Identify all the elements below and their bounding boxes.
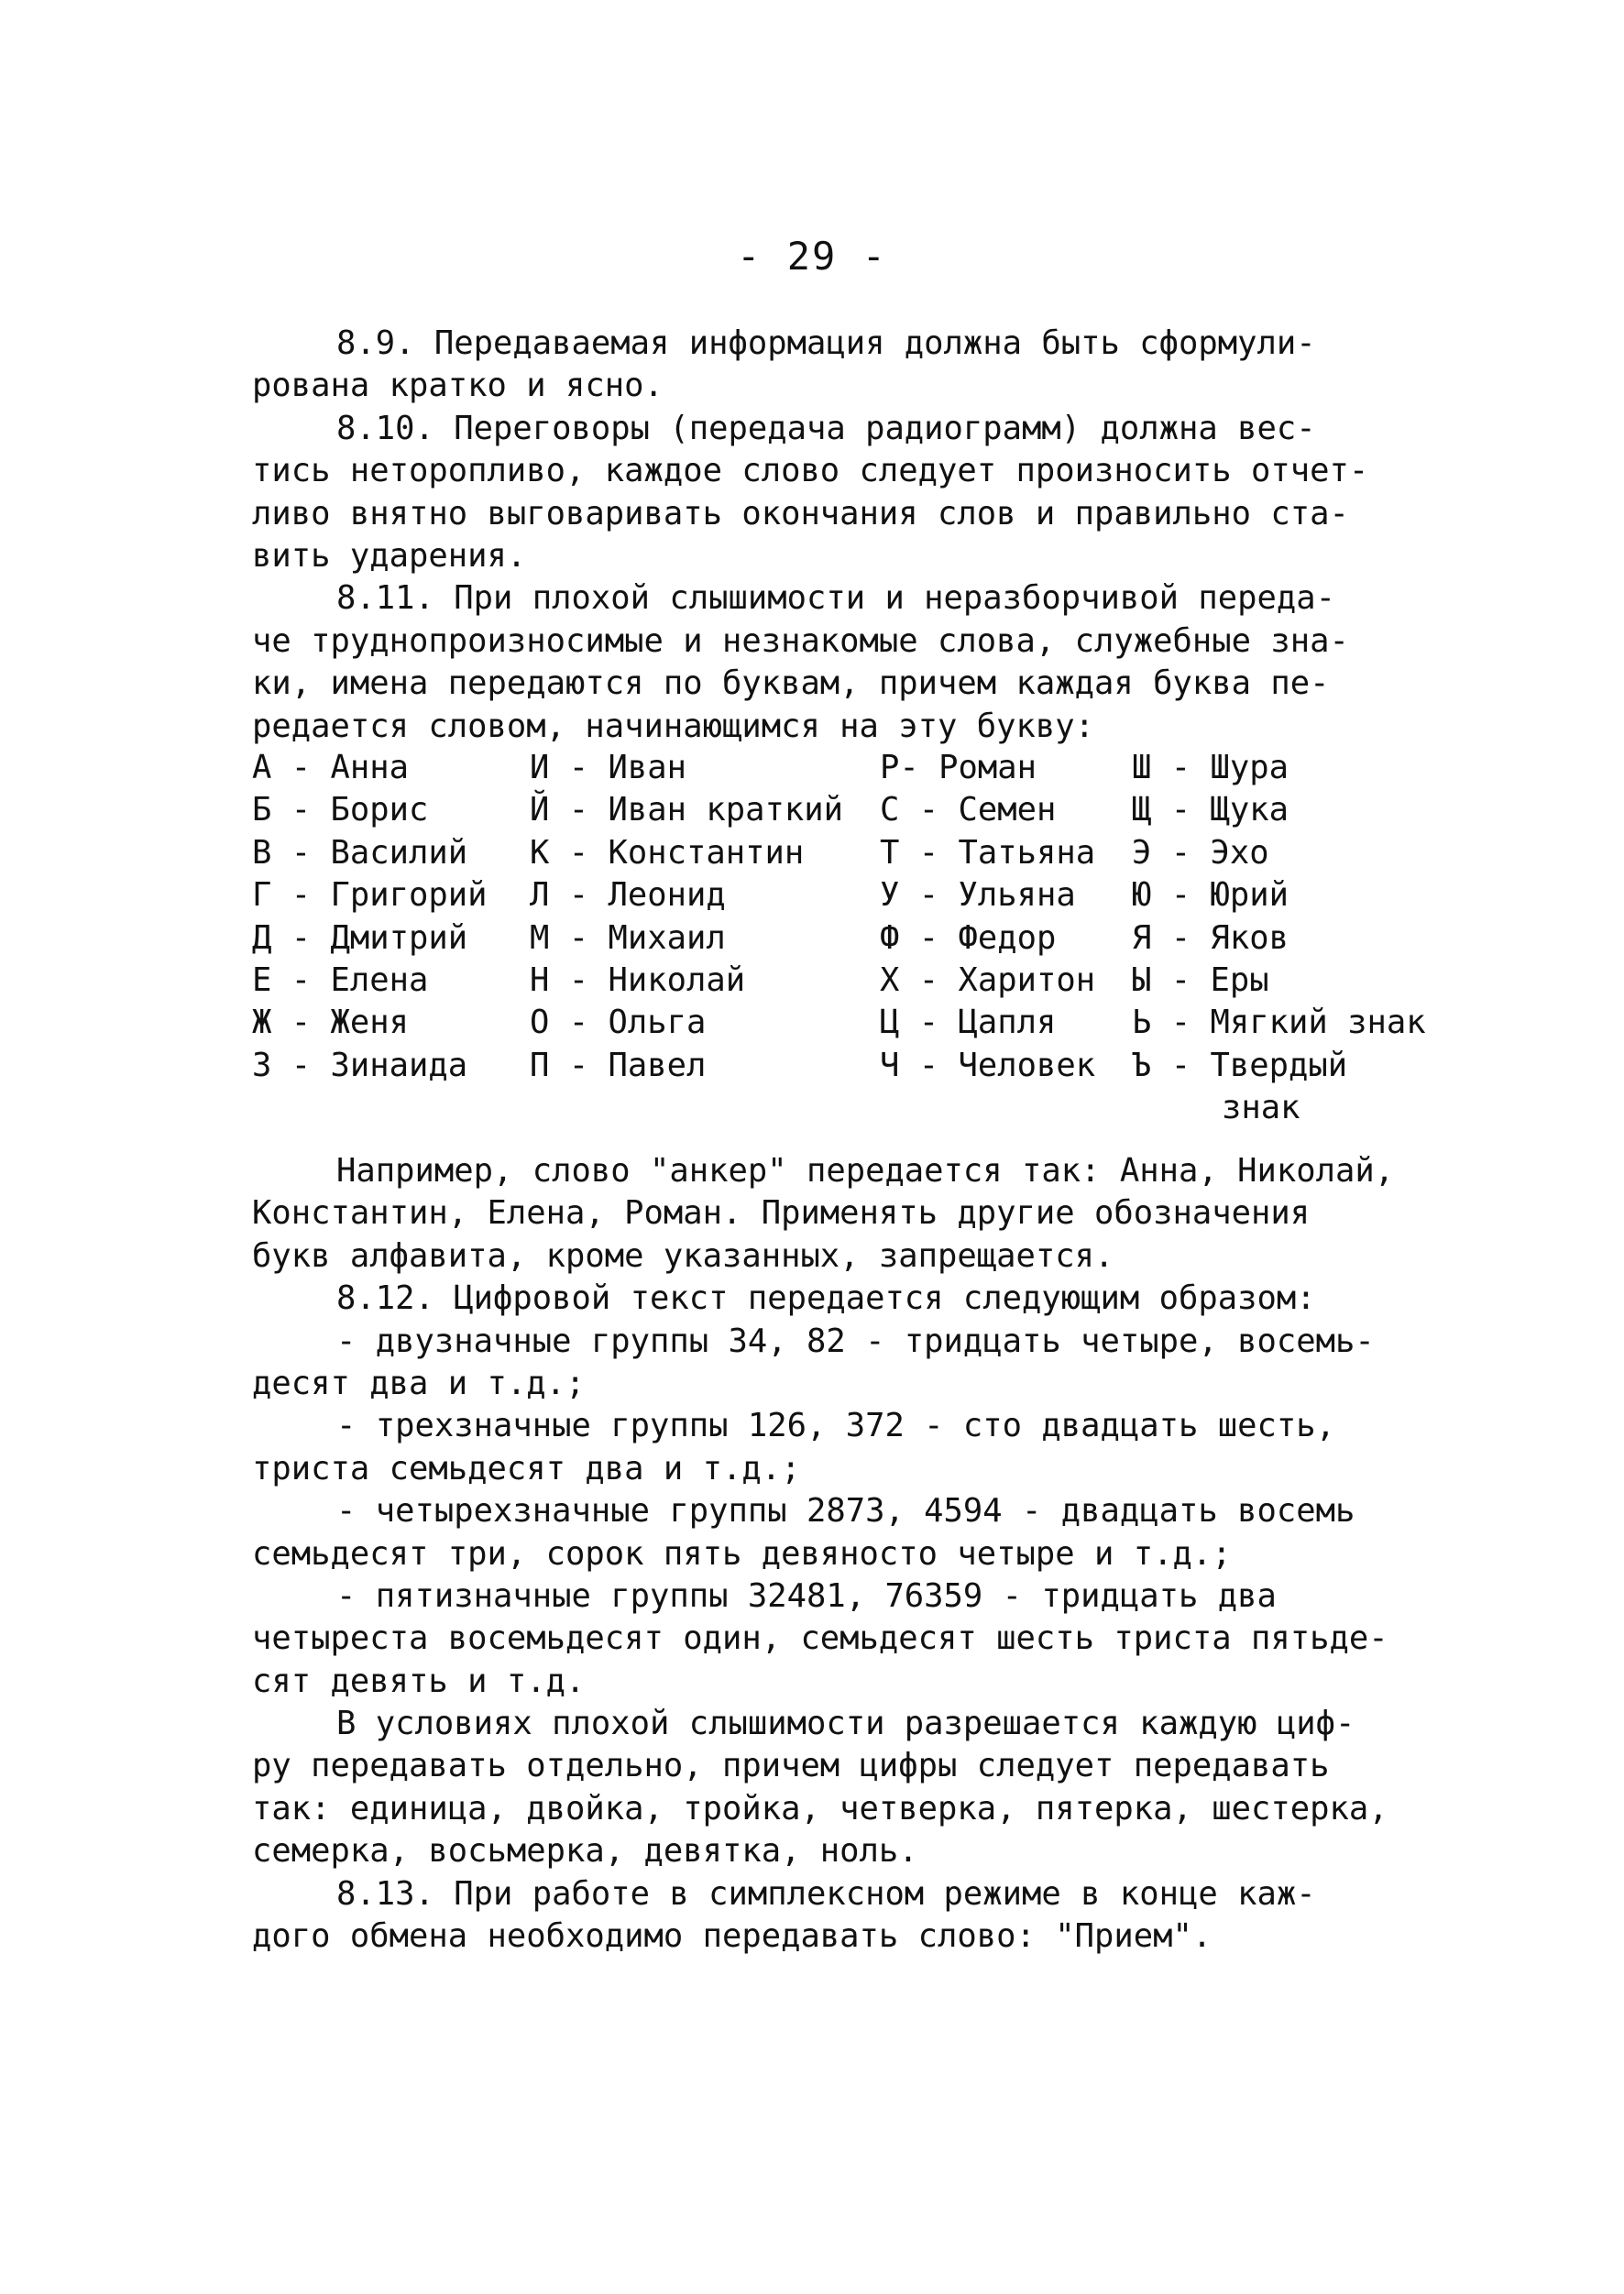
- alphabet-entry: Е - Елена: [252, 960, 429, 999]
- text-line: букв алфавита, кроме указанных, запрещается.: [252, 1236, 1114, 1275]
- text-line: Константин, Елена, Роман. Применять другие обозначения: [252, 1194, 1311, 1233]
- alphabet-entry: Л - Леонид: [530, 876, 726, 915]
- alphabet-entry: Х - Харитон: [880, 960, 1096, 999]
- text-line: тись неторопливо, каждое слово следует произносить отчет-: [252, 452, 1369, 490]
- text-line: 8.11. При плохой слышимости и неразборчивой переда-: [336, 579, 1336, 618]
- alphabet-entry: Р- Роман: [880, 749, 1037, 786]
- text-line: так: единица, двойка, тройка, четверка, пятерка, шестерка,: [252, 1789, 1388, 1828]
- alphabet-entry: Ф - Федор: [880, 918, 1057, 957]
- alphabet-entry: И - Иван: [530, 749, 686, 786]
- text-line: 8.13. При работе в симплексном режиме в конце каж-: [336, 1874, 1316, 1913]
- text-line: ливо внятно выговаривать окончания слов и правильно ста-: [252, 494, 1349, 532]
- text-line: вить ударения.: [252, 536, 527, 575]
- text-line: четыреста восемьдесят один, семьдесят шесть триста пятьде-: [252, 1619, 1388, 1658]
- alphabet-entry: В - Василий: [252, 833, 468, 872]
- text-line: семьдесят три, сорок пять девяносто четыре и т.д.;: [252, 1534, 1232, 1573]
- alphabet-entry-continuation: знак: [1222, 1089, 1300, 1126]
- alphabet-column-4: [1132, 747, 1426, 1087]
- alphabet-entry: Ж - Женя: [252, 1004, 409, 1042]
- text-line: - четырехзначные группы 2873, 4594 - двадцать восемь: [336, 1492, 1355, 1531]
- alphabet-entry: П - Павел: [530, 1046, 707, 1084]
- alphabet-entry: С - Семен: [880, 791, 1057, 829]
- alphabet-column-3: [880, 747, 1095, 1087]
- alphabet-entry: Щ - Щука: [1132, 791, 1289, 829]
- alphabet-entry: Ш - Шура: [1132, 749, 1289, 786]
- text-line: 8.10. Переговоры (передача радиограмм) должна вес-: [336, 409, 1316, 447]
- alphabet-entry: Б - Борис: [252, 791, 429, 829]
- alphabet-entry: Э - Эхо: [1132, 833, 1269, 872]
- section-2-text: [252, 1150, 1443, 1958]
- text-line: триста семьдесят два и т.д.;: [252, 1449, 801, 1487]
- text-line: че труднопроизносимые и незнакомые слова, служебные зна-: [252, 621, 1349, 660]
- text-line: 8.9. Передаваемая информация должна быть сформули-: [336, 324, 1316, 362]
- alphabet-entry: Ч - Человек: [880, 1046, 1096, 1084]
- alphabet-entry: М - Михаил: [530, 918, 726, 957]
- alphabet-entry: Я - Яков: [1132, 918, 1289, 957]
- text-line: - пятизначные группы 32481, 76359 - тридцать два: [336, 1576, 1277, 1615]
- text-line: редается словом, начинающимся на эту букву:: [252, 707, 1095, 745]
- text-line: десят два и т.д.;: [252, 1364, 586, 1402]
- alphabet-entry: Г - Григорий: [252, 876, 488, 915]
- alphabet-entry: Ы - Еры: [1132, 960, 1269, 999]
- alphabet-entry: О - Ольга: [530, 1004, 707, 1042]
- alphabet-entry: Ъ - Твердый: [1132, 1046, 1348, 1084]
- text-line: Например, слово "анкер" передается так: Анна, Николай,: [336, 1152, 1395, 1190]
- alphabet-entry: К - Константин: [530, 833, 805, 872]
- text-line: дого обмена необходимо передавать слово: "Прием".: [252, 1917, 1213, 1956]
- alphabet-entry: Ц - Цапля: [880, 1004, 1057, 1042]
- text-line: - двузначные группы 34, 82 - тридцать четыре, восемь-: [336, 1322, 1375, 1360]
- alphabet-entry: Й - Иван краткий: [530, 791, 843, 829]
- text-line: ки, имена передаются по буквам, причем каждая буква пе-: [252, 664, 1330, 703]
- alphabet-entry: Д - Дмитрий: [252, 918, 468, 957]
- alphabet-entry: Ь - Мягкий знак: [1132, 1004, 1426, 1042]
- alphabet-entry: Н - Николай: [530, 960, 746, 999]
- text-line: ру передавать отдельно, причем цифры следует передавать: [252, 1747, 1330, 1785]
- text-line: 8.12. Цифровой текст передается следующим образом:: [336, 1279, 1316, 1318]
- alphabet-entry: У - Ульяна: [880, 876, 1076, 915]
- text-line: рована кратко и ясно.: [252, 367, 664, 405]
- alphabet-column-2: [530, 747, 843, 1087]
- page-number: - 29 -: [737, 234, 887, 279]
- section-1-text: [252, 323, 1443, 748]
- text-line: сят девять и т.д.: [252, 1662, 586, 1700]
- text-line: В условиях плохой слышимости разрешается каждую циф-: [336, 1705, 1355, 1743]
- text-line: семерка, восьмерка, девятка, ноль.: [252, 1832, 918, 1871]
- alphabet-entry: З - Зинаида: [252, 1046, 468, 1084]
- text-line: - трехзначные группы 126, 372 - сто двадцать шесть,: [336, 1407, 1336, 1445]
- alphabet-entry: Ю - Юрий: [1132, 876, 1289, 915]
- alphabet-entry: Т - Татьяна: [880, 833, 1096, 872]
- alphabet-entry: А - Анна: [252, 749, 409, 786]
- alphabet-column-1: [252, 747, 487, 1087]
